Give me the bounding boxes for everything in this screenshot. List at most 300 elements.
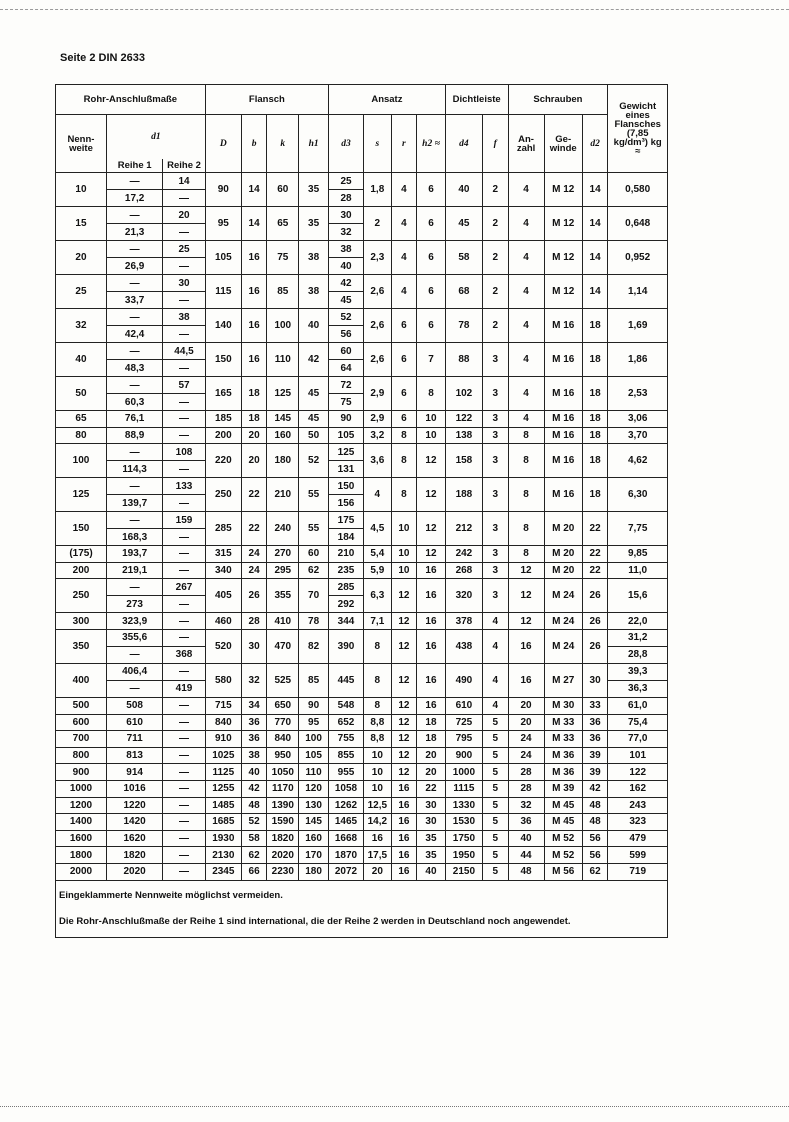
cell-b: 62 xyxy=(241,847,266,864)
cell-reihe1: 610 xyxy=(106,714,162,731)
cell-b: 22 xyxy=(241,512,266,546)
cell-h2: 16 xyxy=(417,579,446,613)
cell-h2: 30 xyxy=(417,797,446,814)
cell-nennweite: 50 xyxy=(56,377,107,411)
cell-d2: 36 xyxy=(582,714,608,731)
table-row xyxy=(56,546,668,563)
cell-r: 10 xyxy=(391,546,416,563)
cell-b: 16 xyxy=(241,309,266,343)
cell-h2: 35 xyxy=(417,830,446,847)
cell-f: 4 xyxy=(483,697,509,714)
cell-reihe2: — xyxy=(163,780,205,797)
cell-d2: 22 xyxy=(582,562,608,579)
cell-reihe1: 273 xyxy=(106,596,162,613)
cell-D: 2345 xyxy=(205,863,241,880)
cell-h2: 18 xyxy=(417,714,446,731)
cell-d4: 725 xyxy=(445,714,482,731)
cell-d2: 18 xyxy=(582,309,608,343)
cell-b: 24 xyxy=(241,546,266,563)
cell-d3: 1668 xyxy=(328,830,363,847)
cell-s: 2,6 xyxy=(364,275,392,309)
cell-r: 8 xyxy=(391,478,416,512)
cell-s: 8 xyxy=(364,629,392,663)
cell-gewicht: 15,6 xyxy=(608,579,668,613)
table-row xyxy=(56,697,668,714)
cell-reihe2: 133 xyxy=(163,478,205,495)
cell-d2: 42 xyxy=(582,780,608,797)
table-row xyxy=(56,731,668,748)
cell-nennweite: 600 xyxy=(56,714,107,731)
cell-h2: 16 xyxy=(417,562,446,579)
cell-k: 2230 xyxy=(267,863,299,880)
cell-h1: 105 xyxy=(299,747,329,764)
cell-d2: 18 xyxy=(582,411,608,428)
cell-s: 2,6 xyxy=(364,309,392,343)
cell-n: 44 xyxy=(508,847,544,864)
cell-gw: M 16 xyxy=(544,411,582,428)
cell-b: 52 xyxy=(241,814,266,831)
cell-r: 12 xyxy=(391,731,416,748)
cell-s: 5,4 xyxy=(364,546,392,563)
cell-d3: 2072 xyxy=(328,863,363,880)
cell-n: 12 xyxy=(508,562,544,579)
cell-D: 105 xyxy=(205,241,241,275)
cell-s: 2,9 xyxy=(364,377,392,411)
cell-s: 17,5 xyxy=(364,847,392,864)
cell-b: 24 xyxy=(241,562,266,579)
cell-b: 26 xyxy=(241,579,266,613)
cell-reihe2: — xyxy=(163,461,205,478)
cell-reihe1: 355,6 xyxy=(106,629,162,646)
cell-s: 8,8 xyxy=(364,714,392,731)
cell-f: 3 xyxy=(483,562,509,579)
cell-h1: 78 xyxy=(299,613,329,630)
cell-nennweite: 2000 xyxy=(56,863,107,880)
cell-nennweite: 900 xyxy=(56,764,107,781)
cell-d3: 42 xyxy=(328,275,363,292)
cell-reihe1: 1620 xyxy=(106,830,162,847)
cell-d2: 56 xyxy=(582,847,608,864)
cell-b: 40 xyxy=(241,764,266,781)
cell-reihe1: 139,7 xyxy=(106,495,162,512)
cell-s: 2,6 xyxy=(364,343,392,377)
cell-D: 340 xyxy=(205,562,241,579)
cell-f: 2 xyxy=(483,309,509,343)
cell-gw: M 36 xyxy=(544,747,582,764)
cell-d4: 68 xyxy=(445,275,482,309)
cell-k: 240 xyxy=(267,512,299,546)
cell-d2: 18 xyxy=(582,444,608,478)
col-s: s xyxy=(364,115,392,173)
cell-n: 20 xyxy=(508,714,544,731)
cell-nennweite: 350 xyxy=(56,629,107,663)
flange-dimensions-table xyxy=(55,84,668,938)
table-row xyxy=(56,579,668,596)
cell-gewicht: 162 xyxy=(608,780,668,797)
cell-reihe1: 168,3 xyxy=(106,529,162,546)
cell-r: 4 xyxy=(391,275,416,309)
cell-k: 270 xyxy=(267,546,299,563)
cell-gewicht: 479 xyxy=(608,830,668,847)
cell-gewicht: 4,62 xyxy=(608,444,668,478)
cell-nennweite: 400 xyxy=(56,663,107,697)
cell-n: 4 xyxy=(508,173,544,207)
cell-r: 4 xyxy=(391,241,416,275)
table-row xyxy=(56,411,668,428)
cell-nennweite: 125 xyxy=(56,478,107,512)
cell-n: 8 xyxy=(508,512,544,546)
cell-h2: 35 xyxy=(417,847,446,864)
cell-b: 20 xyxy=(241,427,266,444)
cell-h2: 6 xyxy=(417,173,446,207)
cell-reihe2: 108 xyxy=(163,444,205,461)
cell-nennweite: 80 xyxy=(56,427,107,444)
cell-d4: 212 xyxy=(445,512,482,546)
cell-d3: 285 xyxy=(328,579,363,596)
cell-reihe1: 2020 xyxy=(106,863,162,880)
cell-reihe2: — xyxy=(163,411,205,428)
cell-reihe2: — xyxy=(163,596,205,613)
cell-reihe2: 20 xyxy=(163,207,205,224)
cell-d4: 1000 xyxy=(445,764,482,781)
cell-d4: 188 xyxy=(445,478,482,512)
table-row xyxy=(56,814,668,831)
cell-s: 14,2 xyxy=(364,814,392,831)
cell-gewicht: 0,580 xyxy=(608,173,668,207)
cell-gewicht: 3,70 xyxy=(608,427,668,444)
cell-D: 140 xyxy=(205,309,241,343)
cell-b: 38 xyxy=(241,747,266,764)
cell-reihe2: 30 xyxy=(163,275,205,292)
col-nennweite: Nenn-weite xyxy=(56,115,107,173)
cell-s: 3,6 xyxy=(364,444,392,478)
cell-gw: M 16 xyxy=(544,309,582,343)
cell-D: 95 xyxy=(205,207,241,241)
table-row xyxy=(56,613,668,630)
cell-n: 24 xyxy=(508,731,544,748)
cell-reihe1: — xyxy=(106,478,162,495)
cell-h1: 70 xyxy=(299,579,329,613)
cell-f: 5 xyxy=(483,731,509,748)
cell-reihe2: — xyxy=(163,360,205,377)
cell-f: 5 xyxy=(483,863,509,880)
cell-nennweite: 200 xyxy=(56,562,107,579)
table-row xyxy=(56,512,668,529)
cell-d4: 2150 xyxy=(445,863,482,880)
col-h2: h2 ≈ xyxy=(417,115,446,173)
cell-reihe2: 419 xyxy=(163,680,205,697)
cell-h1: 52 xyxy=(299,444,329,478)
cell-d2: 26 xyxy=(582,613,608,630)
cell-gewicht: 6,30 xyxy=(608,478,668,512)
cell-b: 14 xyxy=(241,173,266,207)
cell-k: 2020 xyxy=(267,847,299,864)
cell-b: 16 xyxy=(241,241,266,275)
cell-D: 150 xyxy=(205,343,241,377)
cell-d3: 28 xyxy=(328,190,363,207)
cell-gw: M 12 xyxy=(544,173,582,207)
cell-f: 3 xyxy=(483,546,509,563)
cell-r: 6 xyxy=(391,411,416,428)
cell-D: 580 xyxy=(205,663,241,697)
cell-d4: 102 xyxy=(445,377,482,411)
cell-d4: 122 xyxy=(445,411,482,428)
cell-s: 10 xyxy=(364,764,392,781)
cell-d2: 48 xyxy=(582,814,608,831)
col-d3: d3 xyxy=(328,115,363,173)
cell-h2: 12 xyxy=(417,546,446,563)
cell-r: 4 xyxy=(391,207,416,241)
cell-d4: 1115 xyxy=(445,780,482,797)
cell-d3: 855 xyxy=(328,747,363,764)
cell-d4: 78 xyxy=(445,309,482,343)
cell-D: 1025 xyxy=(205,747,241,764)
cell-reihe2: 38 xyxy=(163,309,205,326)
cell-nennweite: 1400 xyxy=(56,814,107,831)
cell-s: 8 xyxy=(364,697,392,714)
cell-D: 405 xyxy=(205,579,241,613)
cell-h1: 38 xyxy=(299,275,329,309)
cell-b: 34 xyxy=(241,697,266,714)
cell-nennweite: 500 xyxy=(56,697,107,714)
cell-f: 3 xyxy=(483,377,509,411)
cell-reihe2: — xyxy=(163,326,205,343)
group-flansch: Flansch xyxy=(205,85,328,115)
cell-h2: 6 xyxy=(417,207,446,241)
cell-gw: M 24 xyxy=(544,613,582,630)
table-row xyxy=(56,830,668,847)
cell-s: 8 xyxy=(364,663,392,697)
cell-reihe1: 33,7 xyxy=(106,292,162,309)
cell-n: 20 xyxy=(508,697,544,714)
col-reihe2: Reihe 2 xyxy=(163,159,205,173)
cell-f: 5 xyxy=(483,714,509,731)
cell-k: 1590 xyxy=(267,814,299,831)
cell-D: 90 xyxy=(205,173,241,207)
cell-r: 12 xyxy=(391,764,416,781)
table-row xyxy=(56,663,668,680)
cell-n: 8 xyxy=(508,444,544,478)
cell-d4: 900 xyxy=(445,747,482,764)
cell-D: 200 xyxy=(205,427,241,444)
cell-h1: 62 xyxy=(299,562,329,579)
table-row xyxy=(56,847,668,864)
cell-nennweite: 32 xyxy=(56,309,107,343)
cell-b: 48 xyxy=(241,797,266,814)
cell-n: 4 xyxy=(508,275,544,309)
cell-d4: 1330 xyxy=(445,797,482,814)
cell-f: 4 xyxy=(483,629,509,663)
cell-h1: 170 xyxy=(299,847,329,864)
cell-r: 12 xyxy=(391,697,416,714)
cell-gewicht: 28,8 xyxy=(608,646,668,663)
cell-gw: M 39 xyxy=(544,780,582,797)
cell-d3: 445 xyxy=(328,663,363,697)
cell-k: 85 xyxy=(267,275,299,309)
cell-h2: 22 xyxy=(417,780,446,797)
cell-d3: 1870 xyxy=(328,847,363,864)
cell-n: 4 xyxy=(508,343,544,377)
cell-f: 4 xyxy=(483,613,509,630)
cell-n: 40 xyxy=(508,830,544,847)
cell-gw: M 16 xyxy=(544,427,582,444)
cell-d3: 60 xyxy=(328,343,363,360)
col-gewinde: Ge-winde xyxy=(544,115,582,173)
cell-k: 125 xyxy=(267,377,299,411)
group-ansatz: Ansatz xyxy=(328,85,445,115)
cell-reihe2: — xyxy=(163,797,205,814)
cell-h1: 100 xyxy=(299,731,329,748)
cell-reihe2: 159 xyxy=(163,512,205,529)
cell-f: 5 xyxy=(483,814,509,831)
cell-k: 180 xyxy=(267,444,299,478)
cell-D: 1685 xyxy=(205,814,241,831)
cell-d3: 235 xyxy=(328,562,363,579)
cell-D: 715 xyxy=(205,697,241,714)
cell-f: 5 xyxy=(483,780,509,797)
cell-d4: 1750 xyxy=(445,830,482,847)
cell-k: 100 xyxy=(267,309,299,343)
cell-s: 10 xyxy=(364,747,392,764)
cell-k: 160 xyxy=(267,427,299,444)
cell-gw: M 33 xyxy=(544,731,582,748)
cell-r: 12 xyxy=(391,663,416,697)
cell-s: 4 xyxy=(364,478,392,512)
cell-r: 16 xyxy=(391,780,416,797)
cell-reihe2: 267 xyxy=(163,579,205,596)
cell-nennweite: 300 xyxy=(56,613,107,630)
cell-reihe1: — xyxy=(106,680,162,697)
cell-r: 4 xyxy=(391,173,416,207)
cell-n: 4 xyxy=(508,377,544,411)
cell-reihe2: — xyxy=(163,697,205,714)
cell-gw: M 56 xyxy=(544,863,582,880)
cell-D: 460 xyxy=(205,613,241,630)
cell-f: 5 xyxy=(483,764,509,781)
cell-f: 5 xyxy=(483,747,509,764)
cell-b: 28 xyxy=(241,613,266,630)
table-row xyxy=(56,863,668,880)
cell-nennweite: 150 xyxy=(56,512,107,546)
cell-reihe2: — xyxy=(163,292,205,309)
cell-f: 2 xyxy=(483,241,509,275)
cell-nennweite: 10 xyxy=(56,173,107,207)
cell-d3: 652 xyxy=(328,714,363,731)
cell-D: 165 xyxy=(205,377,241,411)
cell-k: 650 xyxy=(267,697,299,714)
cell-gw: M 27 xyxy=(544,663,582,697)
cell-gewicht: 1,86 xyxy=(608,343,668,377)
cell-d2: 62 xyxy=(582,863,608,880)
table-body xyxy=(56,173,668,881)
cell-gw: M 20 xyxy=(544,512,582,546)
cell-d3: 955 xyxy=(328,764,363,781)
cell-reihe1: 711 xyxy=(106,731,162,748)
cell-gewicht: 0,952 xyxy=(608,241,668,275)
cell-D: 285 xyxy=(205,512,241,546)
cell-k: 145 xyxy=(267,411,299,428)
table-row xyxy=(56,207,668,224)
cell-reihe2: — xyxy=(163,663,205,680)
cell-k: 110 xyxy=(267,343,299,377)
cell-D: 250 xyxy=(205,478,241,512)
cell-d3: 38 xyxy=(328,241,363,258)
cell-b: 36 xyxy=(241,714,266,731)
cell-D: 1125 xyxy=(205,764,241,781)
cell-reihe1: 76,1 xyxy=(106,411,162,428)
cell-h1: 145 xyxy=(299,814,329,831)
cell-s: 20 xyxy=(364,863,392,880)
cell-k: 770 xyxy=(267,714,299,731)
cell-k: 1170 xyxy=(267,780,299,797)
cell-n: 16 xyxy=(508,663,544,697)
cell-h1: 160 xyxy=(299,830,329,847)
cell-d3: 131 xyxy=(328,461,363,478)
cell-b: 42 xyxy=(241,780,266,797)
cell-gewicht: 7,75 xyxy=(608,512,668,546)
cell-b: 66 xyxy=(241,863,266,880)
cell-r: 16 xyxy=(391,847,416,864)
cell-reihe1: — xyxy=(106,377,162,394)
cell-nennweite: 1800 xyxy=(56,847,107,864)
cell-gw: M 16 xyxy=(544,377,582,411)
cell-d4: 40 xyxy=(445,173,482,207)
cell-D: 315 xyxy=(205,546,241,563)
cell-d3: 56 xyxy=(328,326,363,343)
cell-h1: 60 xyxy=(299,546,329,563)
cell-h1: 40 xyxy=(299,309,329,343)
table-row xyxy=(56,714,668,731)
cell-d3: 64 xyxy=(328,360,363,377)
cell-s: 16 xyxy=(364,830,392,847)
cell-gw: M 36 xyxy=(544,764,582,781)
cell-gewicht: 2,53 xyxy=(608,377,668,411)
cell-n: 28 xyxy=(508,764,544,781)
table-row xyxy=(56,747,668,764)
col-h1: h1 xyxy=(299,115,329,173)
cell-D: 1485 xyxy=(205,797,241,814)
cell-n: 32 xyxy=(508,797,544,814)
cell-d2: 18 xyxy=(582,427,608,444)
cell-k: 60 xyxy=(267,173,299,207)
cell-h1: 110 xyxy=(299,764,329,781)
cell-reihe1: — xyxy=(106,343,162,360)
cell-s: 5,9 xyxy=(364,562,392,579)
cell-h2: 20 xyxy=(417,747,446,764)
cell-s: 2,9 xyxy=(364,411,392,428)
cell-f: 3 xyxy=(483,411,509,428)
cell-s: 2,3 xyxy=(364,241,392,275)
cell-h1: 35 xyxy=(299,173,329,207)
cell-h2: 18 xyxy=(417,731,446,748)
cell-n: 48 xyxy=(508,863,544,880)
cell-nennweite: 20 xyxy=(56,241,107,275)
col-f: f xyxy=(483,115,509,173)
cell-h2: 12 xyxy=(417,512,446,546)
cell-gw: M 52 xyxy=(544,847,582,864)
cell-r: 12 xyxy=(391,613,416,630)
cell-D: 840 xyxy=(205,714,241,731)
cell-k: 65 xyxy=(267,207,299,241)
cell-d4: 242 xyxy=(445,546,482,563)
cell-d2: 14 xyxy=(582,241,608,275)
cell-h1: 120 xyxy=(299,780,329,797)
cell-D: 220 xyxy=(205,444,241,478)
cell-n: 4 xyxy=(508,207,544,241)
cell-reihe1: 26,9 xyxy=(106,258,162,275)
cell-d3: 210 xyxy=(328,546,363,563)
cell-f: 5 xyxy=(483,847,509,864)
